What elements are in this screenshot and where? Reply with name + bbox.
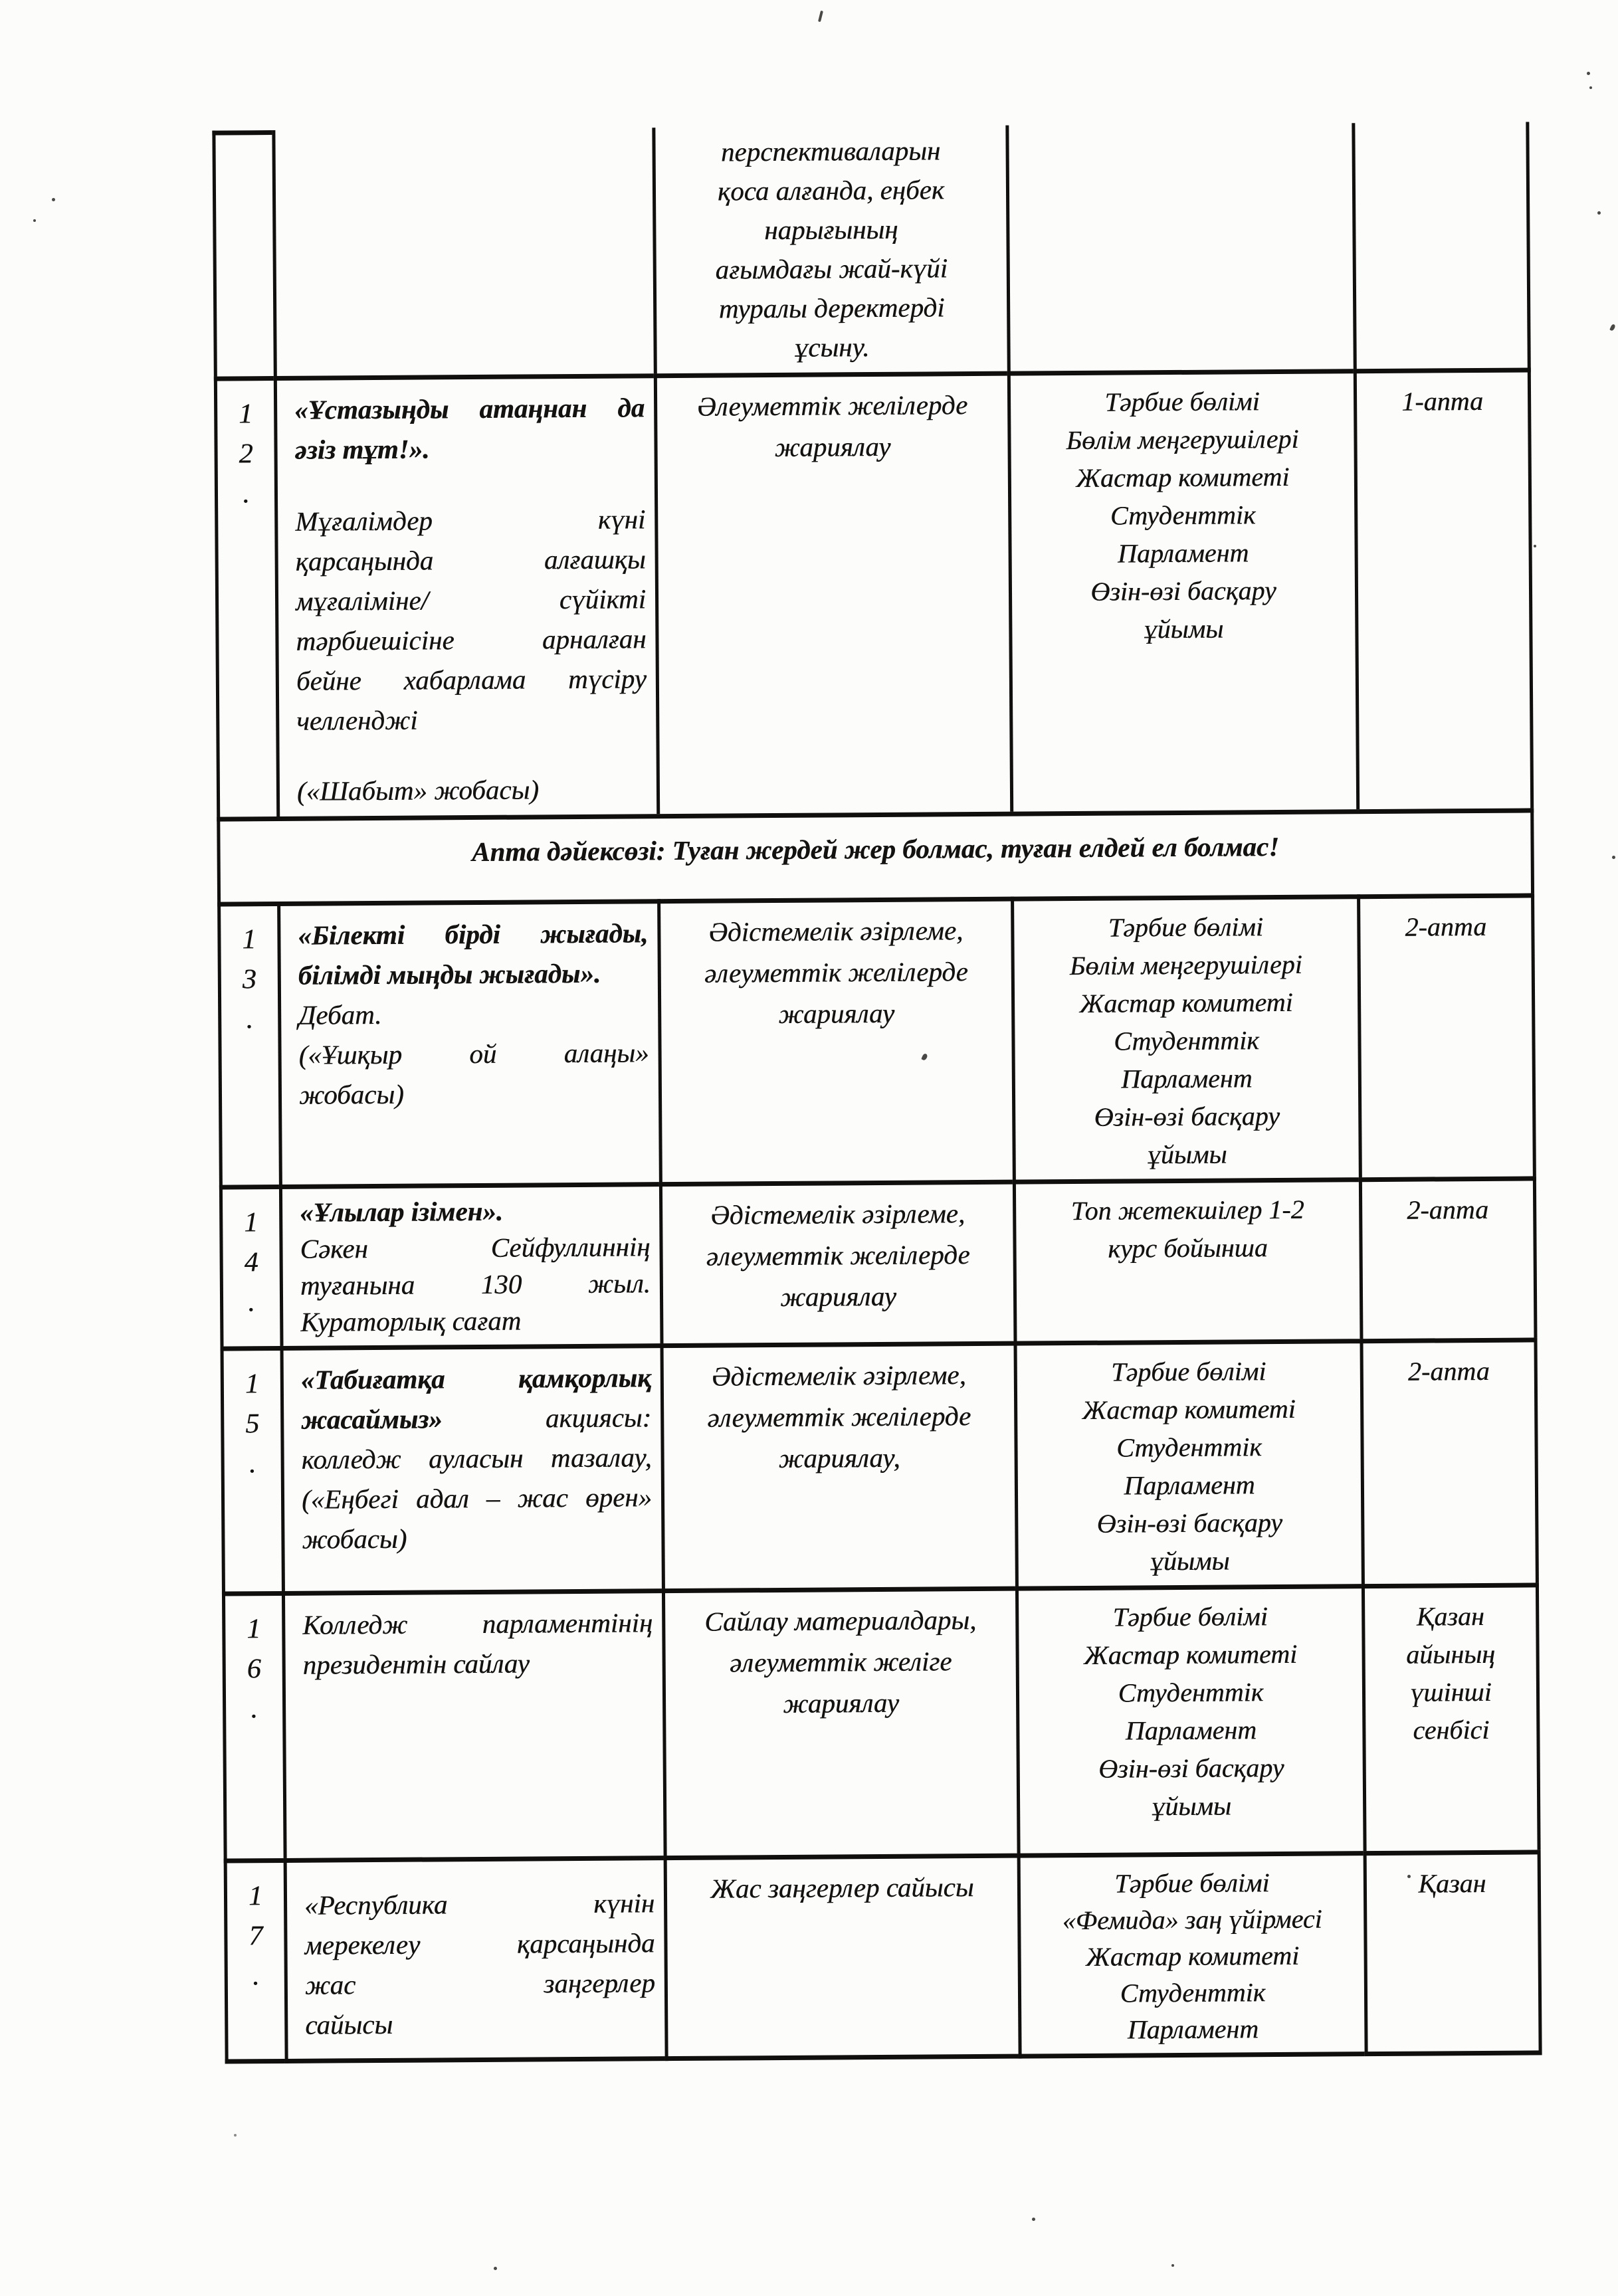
cell-number xyxy=(224,1858,285,2064)
text-line: қоса алғанда, еңбек xyxy=(717,174,945,207)
row-number-digit: 1 xyxy=(247,1614,261,1645)
text-line: Тәрбие бөлімі xyxy=(1108,911,1264,943)
cell-event xyxy=(272,128,653,376)
text-line: Сәкен Сейфуллиннің xyxy=(300,1231,651,1264)
cell-format xyxy=(659,1180,1014,1344)
table-row-17 xyxy=(224,1850,1542,2063)
text-line: президентін сайлау xyxy=(302,1648,530,1680)
cell-format xyxy=(664,1854,1019,2061)
row-number-digit: 1 xyxy=(239,399,253,430)
row-number-digit: 5 xyxy=(245,1408,260,1440)
row-number-digit: 1 xyxy=(244,1207,258,1238)
text-line: Жастар комитеті xyxy=(1083,1638,1298,1670)
cell-event xyxy=(282,1588,664,1858)
text-line: қарсаңында алғашқы xyxy=(295,543,646,577)
text-line: ұйымы xyxy=(1152,1790,1232,1822)
text-line: Дебат. xyxy=(298,999,382,1030)
cell-timing xyxy=(1359,1176,1538,1339)
row-number-digit: 7 xyxy=(249,1921,263,1952)
text-line: Әдістемелік әзірлеме, xyxy=(708,915,963,947)
text-line: Сайлау материалдары, xyxy=(704,1604,977,1637)
scan-speck xyxy=(818,11,823,22)
row-number-digit: 3 xyxy=(242,964,256,995)
text-line: Өзін-өзі басқару xyxy=(1098,1752,1284,1784)
text-line: Тәрбие бөлімі xyxy=(1111,1356,1266,1387)
text-segment: акциясы: xyxy=(545,1402,652,1434)
cell-timing xyxy=(1352,122,1530,369)
text-line: әзіз тұт!». xyxy=(294,433,430,465)
text-line: челленджі xyxy=(296,704,418,736)
cell-event xyxy=(284,1856,665,2063)
cell-format xyxy=(662,1586,1017,1856)
text-line: әлеуметтік желіге xyxy=(729,1646,952,1678)
text-line: Колледж парламентінің xyxy=(302,1607,653,1640)
cell-format xyxy=(660,1341,1015,1589)
text-line: Бөлім меңгерушілері xyxy=(1066,423,1299,456)
text-line: мерекелеу қарсаңында xyxy=(304,1927,655,1961)
text-line: ағымдағы жай-күйі xyxy=(715,252,948,285)
text-line: Студенттік xyxy=(1116,1432,1263,1463)
cell-format xyxy=(654,371,1010,814)
text-line: («Еңбегі адал – жас өрен» xyxy=(301,1482,653,1515)
row-number-digit: 1 xyxy=(242,924,256,955)
text-line: ұсыну. xyxy=(794,332,870,363)
text-line: сенбісі xyxy=(1413,1714,1490,1745)
text-line: Мұғалімдер күні xyxy=(295,504,646,537)
text-line: Топ жетекшілер 1-2 xyxy=(1070,1194,1304,1226)
text-line: Студенттік xyxy=(1113,1025,1259,1056)
text-line: туралы деректерді xyxy=(718,292,945,324)
cell-responsible xyxy=(1015,1584,1364,1853)
text-line: 2-апта xyxy=(1405,911,1487,942)
scan-speck xyxy=(1609,324,1616,332)
text-line: Өзін-өзі басқару xyxy=(1090,575,1276,607)
cell-timing xyxy=(1362,1582,1541,1851)
row-number-digit: . xyxy=(246,1004,254,1035)
scan-speck xyxy=(1171,2264,1174,2267)
text-line: курс бойынша xyxy=(1108,1232,1268,1264)
row-number-digit: 6 xyxy=(247,1654,261,1685)
text-line: Парламент xyxy=(1117,537,1249,569)
table-row-12 xyxy=(214,367,1534,816)
text-line: Жастар комитеті xyxy=(1082,1393,1296,1425)
text-line: мұғаліміне/ сүйікті xyxy=(295,583,647,617)
cell-responsible xyxy=(1013,1339,1361,1586)
text-line: Студенттік xyxy=(1120,1977,1266,2008)
text-line: жариялау xyxy=(780,1280,897,1312)
text-line: Студенттік xyxy=(1118,1677,1264,1708)
row-number-digit: . xyxy=(252,1961,260,1992)
cell-number xyxy=(217,902,279,1185)
row-number-digit: . xyxy=(243,478,250,510)
text-line: жариялау xyxy=(778,997,895,1029)
text-line: Тәрбие бөлімі xyxy=(1112,1601,1268,1632)
cell-responsible xyxy=(1007,369,1356,811)
scan-speck xyxy=(33,219,36,222)
text-line: айының xyxy=(1406,1638,1496,1670)
row-number-digit: 1 xyxy=(245,1369,260,1400)
text-line: 2-апта xyxy=(1407,1194,1489,1225)
cell-event xyxy=(274,373,657,816)
scan-speck xyxy=(494,2267,497,2270)
text-line: туғанына 130 жыл. xyxy=(300,1268,651,1301)
table-row-14 xyxy=(219,1176,1538,1346)
text-line: бейне хабарлама түсіру xyxy=(296,663,647,696)
table-row-16 xyxy=(222,1582,1541,1858)
text-line: Жастар комитеті xyxy=(1079,987,1293,1018)
text-line: Жастар комитеті xyxy=(1085,1940,1300,1972)
row-number-digit: 2 xyxy=(239,438,253,470)
text-line: әлеуметтік желілерде xyxy=(704,956,968,989)
text-line: жас заңгерлер xyxy=(304,1967,656,2000)
text-line: жобасы) xyxy=(298,1078,404,1110)
text-line: үшінші xyxy=(1410,1676,1492,1707)
table-row-15 xyxy=(221,1337,1539,1591)
text-line: перспективаларын xyxy=(720,135,941,167)
text-line: білімді мыңды жығады». xyxy=(298,957,601,991)
cell-timing xyxy=(1354,367,1534,809)
text-line: Әдістемелік әзірлеме, xyxy=(711,1359,966,1392)
text-line: ұйымы xyxy=(1144,613,1224,644)
text-line: «Білекті бірді жығады, xyxy=(298,917,649,951)
scan-speck xyxy=(1589,86,1592,89)
text-line: 2-апта xyxy=(1407,1355,1490,1387)
text-line: («Шабыт» жобасы) xyxy=(296,774,540,807)
scan-speck xyxy=(52,198,55,201)
text-line: Әдістемелік әзірлеме, xyxy=(710,1198,965,1230)
cell-responsible xyxy=(1011,894,1359,1179)
cell-timing xyxy=(1357,893,1536,1177)
row-number-digit: . xyxy=(249,1448,256,1480)
weekly-quote: Апта дәйексөзі: Туған жердей жер болмас, туған елдей ел болмас! xyxy=(217,808,1534,902)
cell-responsible xyxy=(1005,123,1353,371)
cell-number xyxy=(219,1185,280,1347)
cell-event xyxy=(277,899,659,1185)
text-line: («Ұшқыр ой алаңы» xyxy=(298,1037,649,1070)
text-line: «Табиғатқа қамқорлық xyxy=(300,1362,651,1395)
text-line: жариялау, xyxy=(778,1442,900,1474)
text-line: ұйымы xyxy=(1147,1139,1227,1170)
row-number-digit: 4 xyxy=(244,1247,258,1278)
cell-number xyxy=(222,1591,284,1859)
text-line xyxy=(301,1397,651,1439)
scan-speck xyxy=(1534,545,1536,547)
text-line: тәрбиешісіне арналған xyxy=(296,623,647,656)
text-line: Қазан xyxy=(1416,1600,1484,1632)
row-number-digit: . xyxy=(248,1287,255,1318)
cell-event xyxy=(279,1182,660,1346)
text-line: Өзін-өзі басқару xyxy=(1094,1100,1280,1132)
text-line: Әлеуметтік желілерде xyxy=(696,389,968,422)
table-row-carryover xyxy=(212,122,1530,376)
text-line: 1-апта xyxy=(1401,385,1484,417)
cell-responsible xyxy=(1013,1177,1360,1341)
cell-number xyxy=(221,1346,282,1592)
scan-speck xyxy=(1597,211,1601,215)
cell-timing xyxy=(1364,1850,1542,2056)
text-line: жобасы) xyxy=(302,1523,407,1555)
text-line: «Ұлылар ізімен». xyxy=(300,1195,504,1228)
cell-responsible xyxy=(1017,1851,1365,2058)
text-line: «Республика күнін xyxy=(304,1887,655,1921)
scan-speck xyxy=(234,2134,237,2137)
text-line: Бөлім меңгерушілері xyxy=(1069,949,1302,981)
cell-timing xyxy=(1360,1337,1538,1584)
text-line: жариялау xyxy=(774,430,891,463)
text-line: Парламент xyxy=(1127,2014,1259,2045)
scan-speck xyxy=(1032,2218,1035,2221)
text-line: сайысы xyxy=(305,2008,393,2040)
scan-speck xyxy=(1612,856,1615,859)
text-line: Парламент xyxy=(1121,1063,1253,1094)
text-line: жариялау xyxy=(783,1687,900,1719)
text-line: Қазан xyxy=(1418,1867,1486,1899)
text-line: «Ұстазыңды атаңнан да xyxy=(294,392,645,425)
cell-format xyxy=(652,126,1007,374)
text-line: әлеуметтік желілерде xyxy=(707,1400,971,1433)
text-line: «Фемида» заң үйірмесі xyxy=(1062,1903,1322,1936)
work-plan-table xyxy=(212,122,1542,2063)
scan-speck xyxy=(1587,72,1590,75)
text-line: Тәрбие бөлімі xyxy=(1114,1867,1270,1899)
text-line: Парламент xyxy=(1124,1470,1255,1501)
text-line: Жастар комитеті xyxy=(1076,461,1290,493)
text-line: Парламент xyxy=(1125,1715,1257,1746)
text-line: нарығының xyxy=(764,213,898,246)
text-line: ұйымы xyxy=(1150,1545,1230,1577)
text-line: Тәрбие бөлімі xyxy=(1104,386,1260,417)
text-line: Кураторлық сағат xyxy=(300,1305,522,1337)
cell-number xyxy=(212,130,273,377)
row-number-digit: 1 xyxy=(248,1881,263,1912)
cell-number xyxy=(214,376,276,817)
cell-event xyxy=(280,1343,662,1591)
cell-format xyxy=(657,897,1013,1183)
text-line: Студенттік xyxy=(1110,500,1256,531)
quote-banner-row xyxy=(217,808,1534,902)
text-line: әлеуметтік желілерде xyxy=(706,1239,970,1272)
table-row-13 xyxy=(217,893,1536,1185)
text-segment: жасаймыз» xyxy=(301,1403,443,1435)
row-number-digit: . xyxy=(251,1693,258,1725)
text-line: Өзін-өзі басқару xyxy=(1096,1507,1283,1539)
text-line: Жас заңгерлер сайысы xyxy=(710,1871,974,1904)
text-line: колледж ауласын тазалау, xyxy=(301,1442,652,1475)
